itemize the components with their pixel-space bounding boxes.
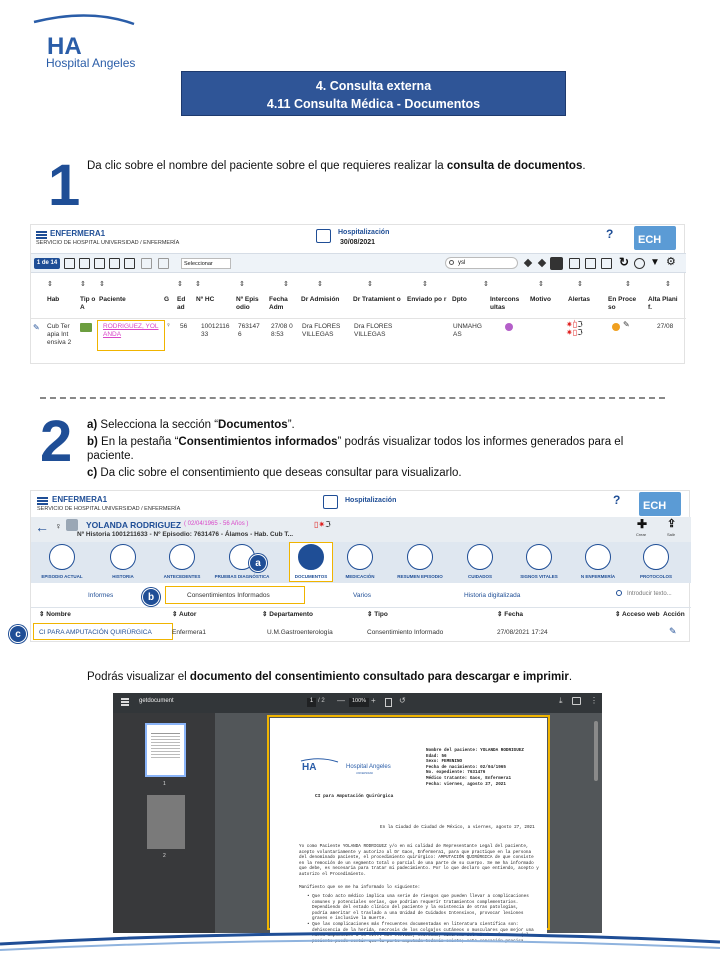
col-paciente[interactable]: Paciente — [99, 296, 126, 303]
pdf-title: getdocument — [139, 698, 174, 704]
tag-icon-2[interactable] — [538, 259, 546, 267]
pdf-menu-icon[interactable] — [121, 698, 129, 700]
doc-paragraph-1: Yo como Paciente YOLANDA RODRIGUEZ y/o en mi calidad de Representante Legal del paciente, acepto voluntariamente y autorizo al Dr Gaos, Enfermera1, para que practique en la persona del denominado paciente, el procedimiento quirúrgico: AMPUTACIÓN QUIRÚRGICA de que consiste en la remoción de un segmento total o parcial de una parte de su cuerpo. Se me ha informado que debe, es necesaria para tratar mi padecimiento. Por lo que declaro que entiendo, acepto y autorizo el Procedimiento. — [299, 844, 539, 877]
col-alta-plan[interactable]: Alta Plani f. — [648, 296, 678, 311]
cell-dr-trat: Dra FLORES VILLEGAS — [354, 323, 393, 338]
label-icon[interactable] — [550, 257, 563, 270]
alert-icons-2[interactable]: ▯✷ℑ — [314, 520, 331, 529]
doc-logo — [300, 758, 340, 772]
patient-card-icon — [66, 519, 78, 531]
process-icon[interactable] — [612, 323, 620, 331]
col-motivo[interactable]: Motivo — [530, 296, 551, 303]
row-divider — [31, 318, 686, 319]
create-label: Crear — [636, 532, 647, 537]
service-name: SERVICIO DE HOSPITAL UNIVERSIDAD / ENFERMERÍA — [36, 240, 180, 246]
cell-hab: Cub Ter apia Int ensiva 2 — [47, 323, 72, 346]
patient-subinfo: Nº Historia 1001211633 - Nº Episodio: 7631476 - Álamos - Hab. Cub T... — [77, 531, 294, 538]
cancel-icon[interactable] — [634, 258, 645, 269]
section-header — [181, 71, 566, 116]
export-icon[interactable] — [79, 258, 90, 269]
step-number-1: 1 — [48, 153, 81, 218]
patient-band — [31, 517, 691, 542]
ech-logo: ECH — [634, 226, 676, 250]
tab-historia-digitalizada[interactable]: Historia digitalizada — [464, 592, 521, 599]
col-dpto[interactable]: Dpto — [452, 296, 467, 303]
col-dr-tratamiento[interactable]: Dr Tratamient o — [353, 296, 401, 303]
col-nombre[interactable]: ⇕ Nombre — [39, 611, 71, 618]
columns-divider — [31, 607, 691, 608]
module-title-2: Hospitalización — [345, 497, 397, 504]
tab-varios[interactable]: Varios — [353, 592, 371, 599]
cat-enfermeria[interactable]: N ENFERMERÍA — [580, 574, 616, 579]
badge-c: c — [9, 625, 27, 643]
book-icon[interactable] — [601, 258, 612, 269]
col-autor[interactable]: ⇕ Autor — [172, 611, 197, 618]
col-hc[interactable]: Nº HC — [196, 296, 215, 303]
doc-fields: Nombre del paciente: YOLANDA RODRIGUEZ Edad: 56 Sexo: FEMENINO Fecha de nacimiento: 02/04/1965 No. expediente: 7631476 Médico tratante: Gaos, Enfermera1 Fecha: viernes, agosto 27, 2021 — [426, 748, 524, 787]
pdf-page-input[interactable]: 1 — [307, 698, 316, 707]
tab-consentimientos[interactable]: Consentimientos Informados — [187, 592, 270, 599]
col-hab[interactable]: Hab — [47, 296, 60, 303]
col-alertas[interactable]: Alertas — [568, 296, 591, 303]
row-tipo: Consentimiento Informado — [367, 629, 444, 636]
svg-text:HA: HA — [302, 762, 317, 773]
svg-text:HA: HA — [47, 33, 82, 60]
doc-paragraph-2: Manifiesto que se me ha informado lo siguiente: — [299, 885, 421, 890]
search-docs-input[interactable]: Introducir texto... — [627, 591, 672, 597]
cat-episodio[interactable]: EPISODIO ACTUAL — [41, 574, 83, 579]
vitals-icon[interactable] — [526, 544, 552, 570]
module-title: Hospitalización — [338, 229, 390, 236]
bed-icon[interactable] — [124, 258, 135, 269]
pdf-zoom-input[interactable]: 100% — [349, 698, 369, 707]
col-en-proceso[interactable]: En Proce so — [608, 296, 637, 311]
patient-dob: ( 02/04/1965 - 56 Años ) — [184, 521, 249, 527]
cat-medicacion[interactable]: MEDICACIÓN — [345, 574, 375, 579]
cat-cuidados[interactable]: CUIDADOS — [467, 574, 492, 579]
cat-antecedentes[interactable]: ANTECEDENTES — [163, 574, 201, 579]
help-icon-2[interactable]: ? — [613, 493, 621, 507]
col-episodio[interactable]: Nº Epis odio — [236, 296, 259, 311]
header-line2: 4.11 Consulta Médica - Documentos — [266, 97, 481, 111]
zoom-out-icon[interactable]: — — [337, 696, 345, 705]
doc-title: CI para Amputación Quirúrgica — [315, 794, 394, 799]
thumbnail-pane — [113, 713, 215, 933]
step-number-2: 2 — [40, 409, 73, 474]
cat-protocolos[interactable]: PROTOCOLOS — [640, 574, 672, 579]
menu-icon[interactable] — [36, 231, 47, 233]
exit-label: Salir — [667, 532, 676, 537]
download-icon[interactable]: ⤓ — [559, 696, 563, 705]
apps-icon[interactable] — [585, 258, 596, 269]
doc-logo-sub: UNIVERSIDAD — [356, 772, 374, 775]
module-date: 30/08/2021 — [340, 239, 376, 246]
history-icon[interactable] — [110, 544, 136, 570]
cat-pruebas[interactable]: PRUEBAS DIAGNÓSTICA — [214, 574, 270, 579]
col-interconsultas[interactable]: Intercons ultas — [490, 296, 520, 311]
hospitalization-icon-2 — [323, 495, 338, 509]
pager-button[interactable]: 1 de 14 — [34, 258, 60, 269]
cat-documentos[interactable]: DOCUMENTOS — [294, 574, 328, 579]
zoom-in-icon[interactable]: + — [371, 696, 376, 705]
col-tipo[interactable]: Tip o A — [80, 296, 96, 311]
cell-dept: UNMAHG AS — [453, 323, 482, 338]
gender-icon: ♀ — [166, 322, 171, 329]
cat-signos[interactable]: SIGNOS VITALES — [520, 574, 558, 579]
col-genero[interactable]: G — [164, 296, 170, 303]
background-icon[interactable] — [169, 544, 195, 570]
badge-a: a — [249, 554, 267, 572]
fit-page-icon[interactable] — [385, 698, 392, 707]
episode-icon[interactable] — [49, 544, 75, 570]
cell-episode: 763147 6 — [238, 323, 260, 338]
badge-b: b — [142, 588, 160, 606]
row-fecha: 27/08/2021 17:24 — [497, 629, 548, 636]
pdf-viewer — [113, 693, 602, 944]
category-band — [31, 542, 691, 583]
edit-icon[interactable]: ✎ — [33, 323, 40, 332]
cell-dr-adm: Dra FLORES VILLEGAS — [302, 323, 341, 338]
more-options-icon[interactable]: ⋮ — [590, 696, 598, 705]
user-name-2: ENFERMERA1 — [52, 495, 108, 504]
row-autor: Enfermera1 — [172, 629, 206, 636]
doc-logo-text: Hospital Angeles — [346, 764, 391, 770]
documents-icon[interactable] — [298, 544, 324, 570]
search-icon-2 — [616, 590, 622, 596]
step3-instruction: Podrás visualizar el documento del consentimiento consultado para descargar e imprimir. — [87, 671, 573, 683]
care-icon[interactable] — [467, 544, 493, 570]
rotate-icon[interactable]: ↺ — [399, 696, 406, 705]
toolbar — [31, 253, 686, 273]
patient-name-link[interactable]: RODRIGUEZ, YOL ANDA — [103, 323, 159, 338]
patient-list-screenshot: ENFERMERA1 SERVICIO DE HOSPITAL UNIVERSIDAD / ENFERMERÍA Hospitalización 30/08/2021 ? ECH 1 de 14 Seleccionar ysl ↻ ▼ ⚙ ⇕ ⇕ ⇕ ⇕ ⇕ ⇕ ⇕ ⇕ ⇕ ⇕ ⇕ ⇕ ⇕ ⇕ ⇕ Hab Tip o A Paciente G Ed ad Nº HC Nº Epis odio Fecha Adm Dr Admisión Dr Tratamient o Enviado po r Dpto Intercons ultas Motivo Alertas En Proce so Alta Plani f. ✎ Cub Ter apia Int ensiva 2 RODRIGUEZ, YOL ANDA ♀ 56 10012116 33 763147 6 27/08 0 8:53 Dra FLORES VILLEGAS Dra FLORES VILLEGAS UNMAHG AS ✷▯ٰℑ ✷▯ℑ ✎ 27/08 — [30, 224, 685, 364]
col-accion: Acción — [663, 611, 685, 618]
tab-informes[interactable]: Informes — [88, 592, 114, 599]
menu-icon-2[interactable] — [37, 497, 48, 499]
pdf-scrollbar[interactable] — [594, 721, 598, 781]
cat-resumen[interactable]: RESUMEN EPISODIO — [397, 574, 443, 579]
thumbnail-page-1[interactable] — [145, 723, 186, 777]
cell-date: 27/08 0 8:53 — [271, 323, 293, 338]
col-edad[interactable]: Ed ad — [177, 296, 186, 311]
cell-age: 56 — [180, 323, 188, 330]
section-divider — [40, 397, 665, 399]
print-icon[interactable] — [64, 258, 75, 269]
cell-alta: 27/08 — [657, 323, 674, 330]
hospitalization-icon — [316, 229, 331, 243]
col-fecha[interactable]: ⇕ Fecha — [497, 611, 524, 618]
gear-icon[interactable]: ⚙ — [666, 256, 676, 268]
cell-hc: 10012116 33 — [201, 323, 230, 338]
pdf-toolbar — [113, 693, 602, 713]
document-page — [270, 718, 547, 944]
select-dropdown[interactable]: Seleccionar — [181, 258, 231, 269]
thumb-label-1: 1 — [163, 781, 166, 787]
col-acceso-web[interactable]: ⇕ Acceso web — [615, 611, 660, 618]
step2-instruction: a) Selecciona la sección “Documentos”. b) En la pestaña “Consentimientos informados” podrás visualizar todos los informes generados para el paciente. c) Da clic sobre el consentimiento que deseas consultar para visualizarlo. — [87, 419, 624, 479]
service-name-2: SERVICIO DE HOSPITAL UNIVERSIDAD / ENFERMERÍA — [37, 506, 181, 512]
filter-icon[interactable]: ▼ — [650, 257, 660, 268]
medication-icon[interactable] — [347, 544, 373, 570]
col-dr-admision[interactable]: Dr Admisión — [301, 296, 340, 303]
calendar-icon[interactable] — [569, 258, 580, 269]
step1-instruction: Da clic sobre el nombre del paciente sobre el que requieres realizar la consulta de documentos. — [87, 160, 586, 172]
row-depto: U.M.Gastroenterología — [267, 629, 333, 636]
create-icon[interactable]: ✚ — [637, 517, 648, 531]
refresh-icon[interactable]: ↻ — [619, 255, 630, 269]
col-tipo[interactable]: ⇕ Tipo — [367, 611, 388, 618]
thumbnail-page-2[interactable] — [147, 795, 185, 849]
summary-icon[interactable] — [407, 544, 433, 570]
pdf-page-count: / 2 — [318, 698, 325, 704]
document-icon[interactable] — [109, 258, 120, 269]
ech-logo-2: ECH — [639, 492, 681, 516]
doc-bullets: • Que todo acto médico implica una serie de riesgos que pueden llevar a complicaciones comunes y potenciales serias, que podrían requerir tratamientos complementarios. Dependiendo del estado clínico del paciente y la existencia de otras patologías, podría ameritar el traslado a una Unidad de Cuidados Intensivos, provocar lesiones graves e inclusive la muerte. • Que las complicaciones más frecuentes documentadas en literatura científica son: dehiscencia de la herida, necrosis de los colgajos cutáneos o musculares que mejor una nueva amputación a un nivel más elevado, neuromas, síndrome del miembro fantasma (el paciente puede sentir que la parte amputada todavía existe; esta sensación precisa — [307, 894, 534, 944]
nurse-icon[interactable] — [585, 544, 611, 570]
logo-text: Hospital Angeles — [46, 56, 136, 70]
pencil-icon[interactable]: ✎ — [623, 320, 630, 329]
print-icon-pdf[interactable] — [572, 697, 581, 705]
back-arrow-icon[interactable]: ← — [35, 519, 49, 535]
edit-action-icon[interactable]: ✎ — [669, 626, 677, 636]
tag-icon[interactable] — [524, 259, 532, 267]
help-icon[interactable]: ? — [606, 227, 614, 241]
user-name: ENFERMERA1 — [50, 229, 106, 238]
consent-name-link[interactable]: CI PARA AMPUTACIÓN QUIRÚRGICA — [39, 629, 152, 636]
transfer-icon[interactable] — [141, 258, 152, 269]
protocols-icon[interactable] — [643, 544, 669, 570]
documents-screenshot — [15, 490, 690, 642]
col-fecha-adm[interactable]: Fecha Adm — [269, 296, 288, 311]
doc-place-date: En la Ciudad de Ciudad de México, a viernes, agosto 27, 2021 — [380, 825, 535, 830]
patient-name: YOLANDA RODRIGUEZ — [86, 520, 182, 530]
search-input[interactable]: ysl — [445, 257, 518, 269]
exit-icon[interactable]: ⇪ — [667, 518, 677, 530]
col-departamento[interactable]: ⇕ Departamento — [262, 611, 313, 618]
search-icon — [449, 260, 454, 265]
header-line1: 4. Consulta externa — [315, 79, 432, 93]
thumb-label-2: 2 — [163, 853, 166, 859]
list-icon[interactable] — [94, 258, 105, 269]
col-enviado[interactable]: Enviado po r — [407, 296, 447, 303]
grid-icon[interactable] — [158, 258, 169, 269]
alert-icons[interactable]: ✷▯ٰℑ ✷▯ℑ — [566, 320, 583, 337]
type-icon — [80, 323, 92, 332]
gender-icon-2: ♀ — [55, 521, 62, 531]
cat-historia[interactable]: HISTORIA — [112, 574, 134, 579]
interconsult-icon[interactable] — [505, 323, 513, 331]
bottom-decoration — [0, 920, 720, 960]
